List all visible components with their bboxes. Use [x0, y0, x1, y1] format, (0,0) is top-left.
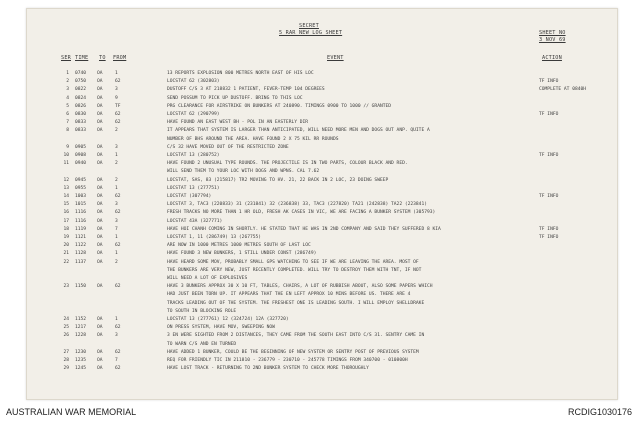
entry-event: HAVE FOUND 2 UNUSUAL TYPE ROUNDS. THE PROJECTILE IS IN TWO PARTS, COLOUR BLACK AND RED. [167, 161, 408, 167]
log-entry-row [27, 202, 617, 210]
entry-action: TF INFO [539, 235, 559, 240]
entry-to: OA [97, 128, 103, 134]
entry-event: C/S 32 HAVE MOVED OUT OF THE RESTRICTED ZONE [167, 144, 289, 150]
entry-time: 1116 [75, 210, 87, 216]
entry-event: DUSTOFF C/S 3 AT 218832 1 PATIENT, FEVER-TEMP 104 DEGREES [167, 87, 325, 93]
entry-from: 3 [115, 144, 118, 150]
entry-to: OA [97, 194, 103, 199]
entry-event: LOCSTAT 43A (327771) [167, 218, 223, 224]
archive-footer [0, 405, 640, 419]
entry-to: OA [97, 112, 103, 117]
entry-action: TF INFO [539, 194, 559, 199]
archive-source: AUSTRALIAN WAR MEMORIAL [6, 407, 137, 417]
entry-time: 1015 [75, 202, 87, 208]
log-entry-row [27, 169, 617, 177]
entry-ser: 12 [63, 177, 69, 183]
entry-action: TF INFO [539, 226, 559, 232]
entry-to: OA [97, 235, 103, 240]
entry-to: OA [97, 325, 103, 331]
log-entry-row [27, 210, 617, 218]
log-entry-row [27, 137, 617, 145]
entry-event: IT APPEARS THAT SYSTEM IS LARGER THAN ANTICIPATED, WILL NEED MORE MEN AND DOGS OUT ANP. QUITE A [167, 128, 430, 134]
entry-ser: 26 [63, 333, 69, 339]
entry-ser: 20 [63, 243, 69, 249]
entry-time: 1003 [75, 194, 87, 199]
entry-event: HAVE FOUND AN EAST WEST BH - POL IN AN EASTERLY DIR [167, 120, 309, 126]
entry-from: 2 [115, 259, 118, 265]
entry-action: COMPLETE AT 0840H [539, 87, 587, 93]
entry-event: HAVE HOI CHANH COMING IN SHORTLY. HE STATED THAT HE WAS IN 2ND COMPANY AND SAID THEY SUFFERED 8 KIA [167, 226, 441, 232]
log-entry-row [27, 301, 617, 309]
entry-to: OA [97, 284, 103, 290]
log-entry-row [27, 243, 617, 251]
entry-time: 0833 [75, 120, 87, 126]
entry-action: TF INFO [539, 153, 559, 158]
entry-ser: 11 [63, 161, 69, 167]
log-entry-row [27, 284, 617, 292]
log-entry-row [27, 292, 617, 300]
entry-time: 0826 [75, 103, 87, 109]
entry-to: OA [97, 185, 103, 191]
log-entry-row [27, 145, 617, 153]
log-date: 3 NOV 69 [539, 37, 566, 43]
entry-time: 0940 [75, 161, 87, 167]
entry-ser: 6 [66, 112, 69, 117]
entry-to: OA [97, 120, 103, 126]
entry-event: PRG CLEARANCE FOR AIRSTRIKE ON BUNKERS AT 240890. TIMINGS 0900 TO 1000 // GRANTED [167, 103, 392, 109]
entry-time: 0905 [75, 144, 87, 150]
entry-event: ARE NOW IN 1000 METRES 1000 METRES SOUTH OF LAST LOC [167, 243, 311, 249]
log-entry-row [27, 186, 617, 194]
entry-ser: 17 [63, 218, 69, 224]
entry-ser: 2 [66, 79, 69, 85]
log-entry-row [27, 96, 617, 104]
entry-event: HAVE LOST TRACK - RETURNING TO 2ND BUNKER SYSTEM TO CHECK MORE THOROUGHLY [167, 366, 369, 372]
entry-from: 62 [115, 120, 121, 126]
classification-label: SECRET [299, 23, 319, 29]
entry-to: OA [97, 153, 103, 158]
entry-event: LOCSTAT 1, 11 (286749) 13 (267755) [167, 235, 262, 240]
entry-from: 62 [115, 79, 121, 85]
entry-time: 1128 [75, 251, 87, 257]
column-header-from: FROM [113, 55, 127, 61]
entry-to: OA [97, 358, 103, 363]
entry-from: 2 [115, 161, 118, 167]
log-entry-row [27, 268, 617, 276]
entry-to: OA [97, 259, 103, 265]
entry-time: 1217 [75, 325, 87, 331]
entry-event: TRACKS LEADING OUT OF THE SYSTEM. THE FRESHEST ONE IS LEADING SOUTH. I WILL EMPLOY SHELLDRAKE [167, 300, 425, 306]
entry-event: TO SOUTH IN BLOCKING ROLE [167, 308, 237, 314]
entry-event: LOCSTAT 13 (277751) [167, 185, 220, 191]
entry-to: OA [97, 349, 103, 355]
unit-title: 5 RAR NEW LOG SHEET [279, 30, 343, 36]
entry-to: OA [97, 103, 103, 109]
entry-time: 1122 [75, 243, 87, 249]
entry-ser: 22 [63, 259, 69, 265]
log-entry-row [27, 333, 617, 341]
log-entry-row [27, 235, 617, 243]
entry-event: HAVE HEARD SOME MOV, PROBABLY SMALL GPS WATCHING TO SEE IF WE ARE LEAVING THE AREA. MOST OF [167, 259, 419, 265]
entry-ser: 16 [63, 210, 69, 216]
entry-event: HAVE ADDED 1 BUNKER, COULD BE THE BEGINNING OF NEW SYSTEM OR SENTRY POST OF PREVIOUS SYSTEM [167, 349, 419, 355]
entry-event: HAVE 3 BUNKERS APPROX 30 X 10 FT, TABLES, CHAIRS, A LOT OF RUBBISH ABOUT, ALSO SOME PAPERS WHICH [167, 284, 433, 290]
entry-event: 13 REPORTS EXPLOSION 800 METRES NORTH EAST OF HIS LOC [167, 71, 314, 76]
entry-event: LOCSTAT 62 (290799) [167, 112, 220, 117]
entry-from: 62 [115, 366, 121, 372]
entry-to: OA [97, 202, 103, 208]
log-entry-row [27, 219, 617, 227]
log-entry-row [27, 79, 617, 87]
entry-from: 1 [115, 71, 118, 76]
entry-event: FRESH TRACKS NO MORE THAN 1 HR OLD, FRESH AK CASES IN VIC, WE ARE FACING A BUNKER SYSTEM (305793) [167, 210, 436, 216]
log-entry-row [27, 87, 617, 95]
log-entry-row [27, 112, 617, 120]
entry-ser: 27 [63, 349, 69, 355]
entry-from: 62 [115, 349, 121, 355]
entry-event: WILL NEED A LOT OF EXPLOSIVES [167, 276, 248, 281]
entry-to: OA [97, 333, 103, 339]
entry-from: 1 [115, 251, 118, 257]
entry-from: 62 [115, 112, 121, 117]
log-entry-row [27, 309, 617, 317]
log-entry-row [27, 227, 617, 235]
log-entry-row [27, 276, 617, 284]
entry-time: 1150 [75, 284, 87, 290]
entry-to: OA [97, 79, 103, 85]
entry-time: 1121 [75, 235, 87, 240]
entry-ser: 19 [63, 235, 69, 240]
entry-event: THE BUNKERS ARE VERY NEW, JUST RECENTLY COMPLETED. WILL TRY TO DESTROY THEM WITH TNT, IF NOT [167, 267, 422, 273]
entry-time: 1235 [75, 358, 87, 363]
entry-event: LOCSTAT 13 (277761) 12 (324724) 12A (327720) [167, 317, 289, 322]
entry-from: 7 [115, 358, 118, 363]
column-header-to: TO [99, 55, 106, 61]
entry-time: 0822 [75, 87, 87, 93]
log-entry-row [27, 161, 617, 169]
entry-to: OA [97, 144, 103, 150]
log-entry-row [27, 260, 617, 268]
entry-event: LOCSTAT 13 (280752) [167, 153, 220, 158]
entry-from: 3 [115, 202, 118, 208]
entry-event: WILL SEND THEM TO YOUR LOC WITH DOGS AND WPNS. CAL 7.62 [167, 169, 320, 175]
entry-from: 2 [115, 128, 118, 134]
entry-ser: 9 [66, 144, 69, 150]
entry-time: 1245 [75, 366, 87, 372]
entry-ser: 23 [63, 284, 69, 290]
entry-ser: 21 [63, 251, 69, 257]
sheet-number-label: SHEET NO [539, 30, 566, 36]
entry-action: TF INFO [539, 79, 559, 85]
entry-from: 1 [115, 235, 118, 240]
entry-event: SEND POSSUM TO PICK UP DUSTOFF. BRING TO THIS LOC [167, 95, 303, 101]
entry-time: 0945 [75, 177, 87, 183]
entry-from: 1 [115, 153, 118, 158]
entry-time: 1116 [75, 218, 87, 224]
entry-from: 1 [115, 317, 118, 322]
log-entry-row [27, 358, 617, 366]
entry-from: 1 [115, 185, 118, 191]
log-entry-row [27, 120, 617, 128]
log-entry-row [27, 350, 617, 358]
log-entry-row [27, 194, 617, 202]
column-header-time: TIME [75, 55, 89, 61]
entry-ser: 28 [63, 358, 69, 363]
column-header-ser: SER [61, 55, 71, 61]
entry-from: 3 [115, 333, 118, 339]
entry-event: ON PRESS SYSTEM, HAVE MOV, SWEEPING NOW [167, 325, 275, 331]
entry-to: OA [97, 210, 103, 216]
entry-to: OA [97, 243, 103, 249]
log-entry-row [27, 342, 617, 350]
entry-to: OA [97, 226, 103, 232]
entry-from: 62 [115, 194, 121, 199]
entry-to: OA [97, 95, 103, 101]
entry-from: 3 [115, 218, 118, 224]
entry-to: OA [97, 87, 103, 93]
log-entry-row [27, 325, 617, 333]
entry-ser: 14 [63, 194, 69, 199]
entry-time: 0955 [75, 185, 87, 191]
column-header-action: ACTION [542, 55, 562, 61]
entry-event: LOCSTAT (307794) [167, 194, 212, 199]
entry-event: LOCSTAT, SAS, 83 (215817) TR2 MOVING TO HV. 21, 22 BACK IN 2 LOC, 23 DOING SWEEP [167, 177, 389, 183]
entry-event: HAD JUST BEEN TORN UP. IT APPEARS THAT THE EN LEFT APPROX 10 MINS BEFORE US. THERE ARE 4 [167, 292, 411, 298]
entry-event: LOCSTAT 3, TAC3 (220833) 31 (231841) 32 (236838) 33, TAC3 (227820) TA21 (242838) TA22 (223841) [167, 202, 427, 208]
entry-ser: 10 [63, 153, 69, 158]
entry-from: 2 [115, 177, 118, 183]
entry-to: OA [97, 71, 103, 76]
entry-to: OA [97, 177, 103, 183]
log-entry-row [27, 317, 617, 325]
entry-event: TO WARN C/S AND EN TURNED [167, 341, 237, 347]
entry-to: OA [97, 366, 103, 372]
entry-from: 3 [115, 87, 118, 93]
entry-from: TF [115, 103, 121, 109]
entry-from: 9 [115, 95, 118, 101]
entry-time: 0830 [75, 112, 87, 117]
entry-ser: 5 [66, 103, 69, 109]
entry-ser: 1 [66, 71, 69, 76]
log-entry-row [27, 251, 617, 259]
entry-from: 62 [115, 210, 121, 216]
entry-time: 0824 [75, 95, 87, 101]
log-entry-row [27, 178, 617, 186]
log-sheet [26, 8, 618, 400]
entry-event: LOCSTAT 62 (302803) [167, 79, 220, 85]
entry-from: 62 [115, 325, 121, 331]
entry-time: 1228 [75, 333, 87, 339]
entry-event: NUMBER OF BHS AROUND THE AREA. HAVE FOUND 2 X 75 KIL RR ROUNDS [167, 136, 339, 142]
entry-time: 0740 [75, 71, 87, 76]
entry-ser: 18 [63, 226, 69, 232]
entry-to: OA [97, 161, 103, 167]
log-entry-row [27, 366, 617, 374]
log-entry-row [27, 71, 617, 79]
entry-time: 1137 [75, 259, 87, 265]
entry-ser: 8 [66, 128, 69, 134]
log-entry-row [27, 153, 617, 161]
entry-ser: 15 [63, 202, 69, 208]
archive-reference: RCDIG1030176 [567, 407, 632, 417]
entry-to: OA [97, 251, 103, 257]
entry-ser: 25 [63, 325, 69, 331]
entry-time: 0833 [75, 128, 87, 134]
entry-action: TF INFO [539, 112, 559, 117]
entry-from: 7 [115, 226, 118, 232]
log-entry-row [27, 104, 617, 112]
entry-ser: 29 [63, 366, 69, 372]
entry-from: 62 [115, 243, 121, 249]
entry-event: REQ FOR FRIENDLY TIC IN 211810 - 236779 - 230710 - 245778 TIMINGS FROM 340700 - 010800H [167, 358, 408, 363]
entry-ser: 7 [66, 120, 69, 126]
column-header-event: EVENT [327, 55, 344, 61]
entry-ser: 3 [66, 87, 69, 93]
entry-event: 3 EN WERE SIGHTED FROM 2 DISTANCES, THEY CAME FROM THE SOUTH EAST INTO C/S 31. SENTRY CAME IN [167, 333, 425, 339]
entry-time: 1230 [75, 349, 87, 355]
entry-ser: 24 [63, 317, 69, 322]
entry-time: 0908 [75, 153, 87, 158]
log-entry-row [27, 128, 617, 136]
entry-from: 62 [115, 284, 121, 290]
entry-ser: 13 [63, 185, 69, 191]
entry-time: 1152 [75, 317, 87, 322]
entry-time: 1119 [75, 226, 87, 232]
entry-event: HAVE FOUND 3 NEW BUNKERS, 1 STILL UNDER CONST (286749) [167, 251, 317, 257]
entry-ser: 4 [66, 95, 69, 101]
entry-time: 0750 [75, 79, 87, 85]
entry-to: OA [97, 317, 103, 322]
entry-to: OA [97, 218, 103, 224]
